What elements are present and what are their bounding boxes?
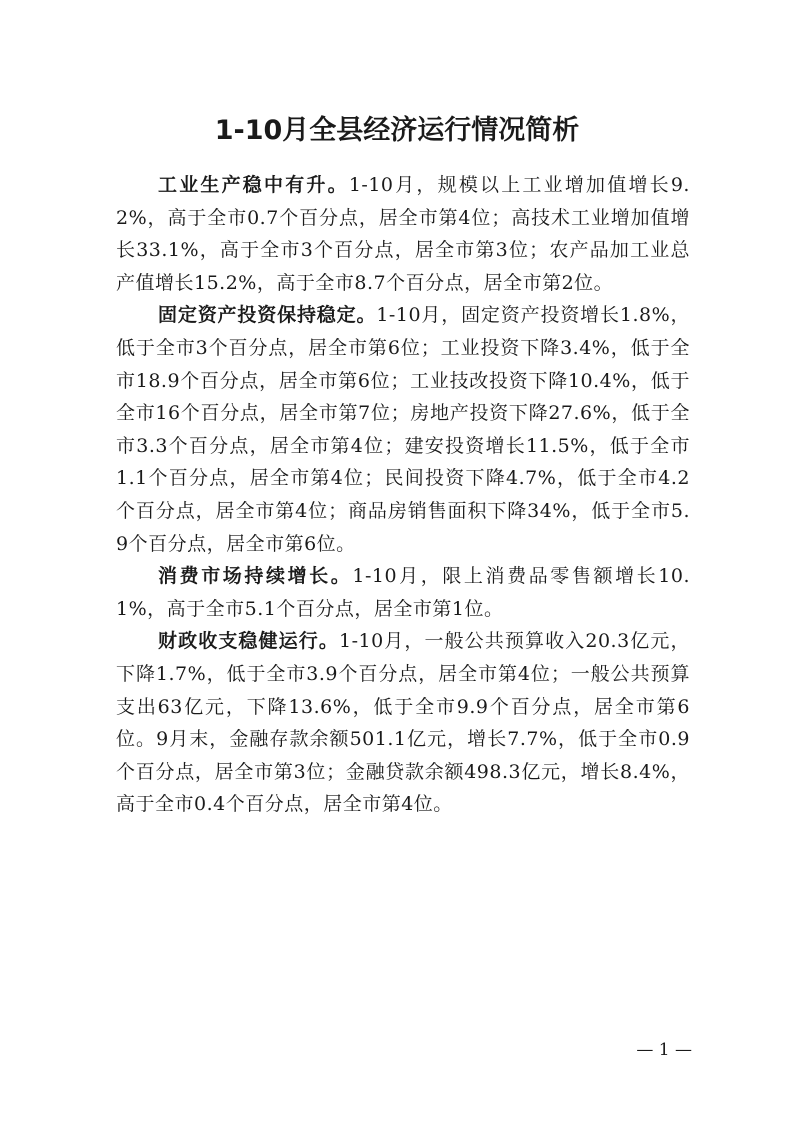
paragraph-heading: 财政收支稳健运行。 xyxy=(158,630,339,653)
paragraph-heading: 固定资产投资保持稳定。 xyxy=(158,304,377,327)
paragraph-consumption xyxy=(116,560,690,625)
paragraph-text: 1-10月，一般公共预算收入20.3亿元，下降1.7%，低于全市3.9个百分点，居全市第4位；一般公共预算支出63亿元，下降13.6%，低于全市9.9个百分点，居全市第6位。9月末，金融存款余额501.1亿元，增长7.7%，低于全市0.9个百分点，居全市第3位；金融贷款余额498.3亿元，增长8.4%，高于全市0.4个百分点，居全市第4位。 xyxy=(116,630,690,816)
paragraph-industry xyxy=(116,169,690,299)
paragraph-investment xyxy=(116,299,690,560)
paragraph-heading: 工业生产稳中有升。 xyxy=(158,174,349,196)
paragraph-text: 1-10月，固定资产投资增长1.8%，低于全市3个百分点，居全市第6位；工业投资下降3.4%，低于全市18.9个百分点，居全市第6位；工业技改投资下降10.4%，低于全市16个百分点，居全市第7位；房地产投资下降27.6%，低于全市3.3个百分点，居全市第4位；建安投资增长11.5%，低于全市1.1个百分点，居全市第4位；民间投资下降4.7%，低于全市4.2个百分点，居全市第4位；商品房销售面积下降34%，低于全市5.9个百分点，居全市第6位。 xyxy=(116,304,690,555)
paragraph-heading: 消费市场持续增长。 xyxy=(158,565,353,588)
paragraph-finance xyxy=(116,625,690,821)
paragraph-text: 1-10月，限上消费品零售额增长10.1%，高于全市5.1个百分点，居全市第1位。 xyxy=(116,565,690,620)
page-number: — 1 — xyxy=(636,1040,692,1060)
document-title: 1-10月全县经济运行情况简析 xyxy=(214,115,580,146)
paragraph-text: 1-10月，规模以上工业增加值增长9.2%，高于全市0.7个百分点，居全市第4位；高技术工业增加值增长33.1%，高于全市3个百分点，居全市第3位；农产品加工业总产值增长15.2%，高于全市8.7个百分点，居全市第2位。 xyxy=(116,174,690,294)
document-body xyxy=(116,169,690,821)
